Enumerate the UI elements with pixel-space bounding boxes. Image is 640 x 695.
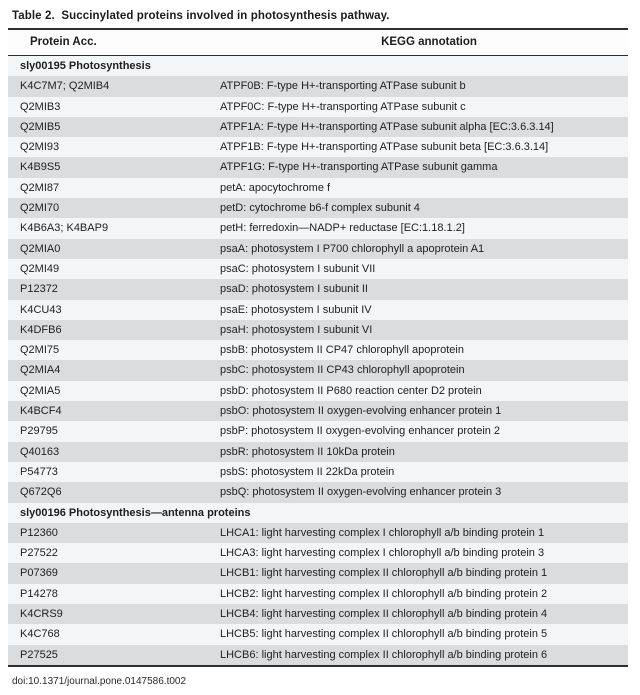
kegg-annotation-cell: LHCA3: light harvesting complex I chlorophyll a/b binding protein 3 xyxy=(220,547,545,560)
kegg-annotation-cell: psaH: photosystem I subunit VI xyxy=(220,323,373,336)
kegg-annotation-cell: psaE: photosystem I subunit IV xyxy=(220,303,372,316)
kegg-annotation-cell: psbQ: photosystem II oxygen-evolving enhancer protein 3 xyxy=(220,486,502,499)
table-row xyxy=(8,442,628,462)
doi-citation: doi:10.1371/journal.pone.0147586.t002 xyxy=(12,675,187,687)
table-row xyxy=(8,259,628,279)
kegg-annotation-cell: LHCA1: light harvesting complex I chlorophyll a/b binding protein 1 xyxy=(220,526,545,539)
protein-acc-cell: Q2MIA5 xyxy=(20,384,61,397)
column-header-kegg-annotation: KEGG annotation xyxy=(381,36,477,48)
table-row xyxy=(8,340,628,360)
protein-acc-cell: Q672Q6 xyxy=(20,486,62,499)
protein-acc-cell: Q2MIA0 xyxy=(20,242,61,255)
protein-acc-cell: Q2MIB3 xyxy=(20,100,61,113)
kegg-annotation-cell: petH: ferredoxin—NADP+ reductase [EC:1.18.1.2] xyxy=(220,222,465,235)
column-header-protein-acc: Protein Acc. xyxy=(30,36,97,48)
table-container xyxy=(8,0,628,687)
kegg-annotation-cell: LHCB5: light harvesting complex II chlorophyll a/b binding protein 5 xyxy=(220,628,548,641)
protein-acc-cell: K4BCF4 xyxy=(20,405,62,418)
protein-acc-cell: P12372 xyxy=(20,283,58,296)
kegg-annotation-cell: petA: apocytochrome f xyxy=(220,181,331,194)
table-row xyxy=(8,360,628,380)
kegg-annotation-cell: LHCB2: light harvesting complex II chlorophyll a/b binding protein 2 xyxy=(220,587,548,600)
protein-acc-cell: K4DFB6 xyxy=(20,323,62,336)
table-title: Table 2. Succinylated proteins involved in photosynthesis pathway. xyxy=(12,10,390,22)
kegg-annotation-cell: psbB: photosystem II CP47 chlorophyll apoprotein xyxy=(220,344,464,357)
protein-acc-cell: K4C768 xyxy=(20,628,60,641)
kegg-annotation-cell: ATPF0C: F-type H+-transporting ATPase subunit c xyxy=(220,100,466,113)
column-header-row xyxy=(8,30,628,56)
protein-acc-cell: Q2MI93 xyxy=(20,141,60,154)
table-row xyxy=(8,624,628,644)
protein-acc-cell: P07369 xyxy=(20,567,58,580)
protein-acc-cell: Q40163 xyxy=(20,445,60,458)
table-row xyxy=(8,178,628,198)
kegg-annotation-cell: psbR: photosystem II 10kDa protein xyxy=(220,445,395,458)
protein-acc-cell: K4CRS9 xyxy=(20,608,63,621)
protein-acc-cell: P29795 xyxy=(20,425,58,438)
kegg-annotation-cell: psaD: photosystem I subunit II xyxy=(220,283,368,296)
kegg-annotation-cell: psbO: photosystem II oxygen-evolving enhancer protein 1 xyxy=(220,405,502,418)
table-body xyxy=(8,56,628,665)
table-row xyxy=(8,584,628,604)
kegg-annotation-cell: LHCB4: light harvesting complex II chlorophyll a/b binding protein 4 xyxy=(220,608,548,621)
protein-acc-cell: P27522 xyxy=(20,547,58,560)
table-row xyxy=(8,137,628,157)
kegg-annotation-cell: ATPF0B: F-type H+-transporting ATPase subunit b xyxy=(220,80,466,93)
protein-acc-cell: Q2MI87 xyxy=(20,181,60,194)
protein-acc-cell: P27525 xyxy=(20,648,58,661)
kegg-annotation-cell: psaC: photosystem I subunit VII xyxy=(220,262,376,275)
kegg-annotation-cell: LHCB1: light harvesting complex II chlorophyll a/b binding protein 1 xyxy=(220,567,548,580)
section-header-row: sly00196 Photosynthesis—antenna proteins xyxy=(8,503,628,523)
kegg-annotation-cell: petD: cytochrome b6-f complex subunit 4 xyxy=(220,202,420,215)
protein-acc-cell: Q2MIA4 xyxy=(20,364,61,377)
succinylated-proteins-table xyxy=(8,28,628,667)
kegg-annotation-cell: psbP: photosystem II oxygen-evolving enhancer protein 2 xyxy=(220,425,501,438)
table-row xyxy=(8,198,628,218)
kegg-annotation-cell: psbC: photosystem II CP43 chlorophyll apoprotein xyxy=(220,364,465,377)
table-row xyxy=(8,482,628,502)
table-row xyxy=(8,381,628,401)
section-header-row: sly00195 Photosynthesis xyxy=(8,56,628,76)
table-row xyxy=(8,523,628,543)
kegg-annotation-cell: ATPF1B: F-type H+-transporting ATPase subunit beta [EC:3.6.3.14] xyxy=(220,141,549,154)
protein-acc-cell: K4B9S5 xyxy=(20,161,61,174)
kegg-annotation-cell: psbS: photosystem II 22kDa protein xyxy=(220,465,395,478)
table-row xyxy=(8,563,628,583)
table-row xyxy=(8,97,628,117)
table-row xyxy=(8,117,628,137)
table-row xyxy=(8,604,628,624)
protein-acc-cell: K4C7M7; Q2MIB4 xyxy=(20,80,110,93)
protein-acc-cell: P54773 xyxy=(20,465,58,478)
protein-acc-cell: K4CU43 xyxy=(20,303,62,316)
table-row xyxy=(8,76,628,96)
protein-acc-cell: Q2MI49 xyxy=(20,262,60,275)
kegg-annotation-cell: LHCB6: light harvesting complex II chlorophyll a/b binding protein 6 xyxy=(220,648,548,661)
table-row xyxy=(8,320,628,340)
protein-acc-cell: P12360 xyxy=(20,526,58,539)
table-row xyxy=(8,300,628,320)
table-row xyxy=(8,462,628,482)
protein-acc-cell: Q2MIB5 xyxy=(20,120,61,133)
kegg-annotation-cell: ATPF1G: F-type H+-transporting ATPase subunit gamma xyxy=(220,161,498,174)
table-row xyxy=(8,157,628,177)
kegg-annotation-cell: psbD: photosystem II P680 reaction center D2 protein xyxy=(220,384,482,397)
kegg-annotation-cell: ATPF1A: F-type H+-transporting ATPase subunit alpha [EC:3.6.3.14] xyxy=(220,120,554,133)
protein-acc-cell: Q2MI75 xyxy=(20,344,60,357)
table-row xyxy=(8,401,628,421)
table-row xyxy=(8,421,628,441)
protein-acc-cell: Q2MI70 xyxy=(20,202,60,215)
table-row xyxy=(8,218,628,238)
protein-acc-cell: P14278 xyxy=(20,587,58,600)
protein-acc-cell: K4B6A3; K4BAP9 xyxy=(20,222,109,235)
table-row xyxy=(8,239,628,259)
table-row xyxy=(8,543,628,563)
table-row xyxy=(8,279,628,299)
table-row xyxy=(8,645,628,665)
kegg-annotation-cell: psaA: photosystem I P700 chlorophyll a apoprotein A1 xyxy=(220,242,485,255)
